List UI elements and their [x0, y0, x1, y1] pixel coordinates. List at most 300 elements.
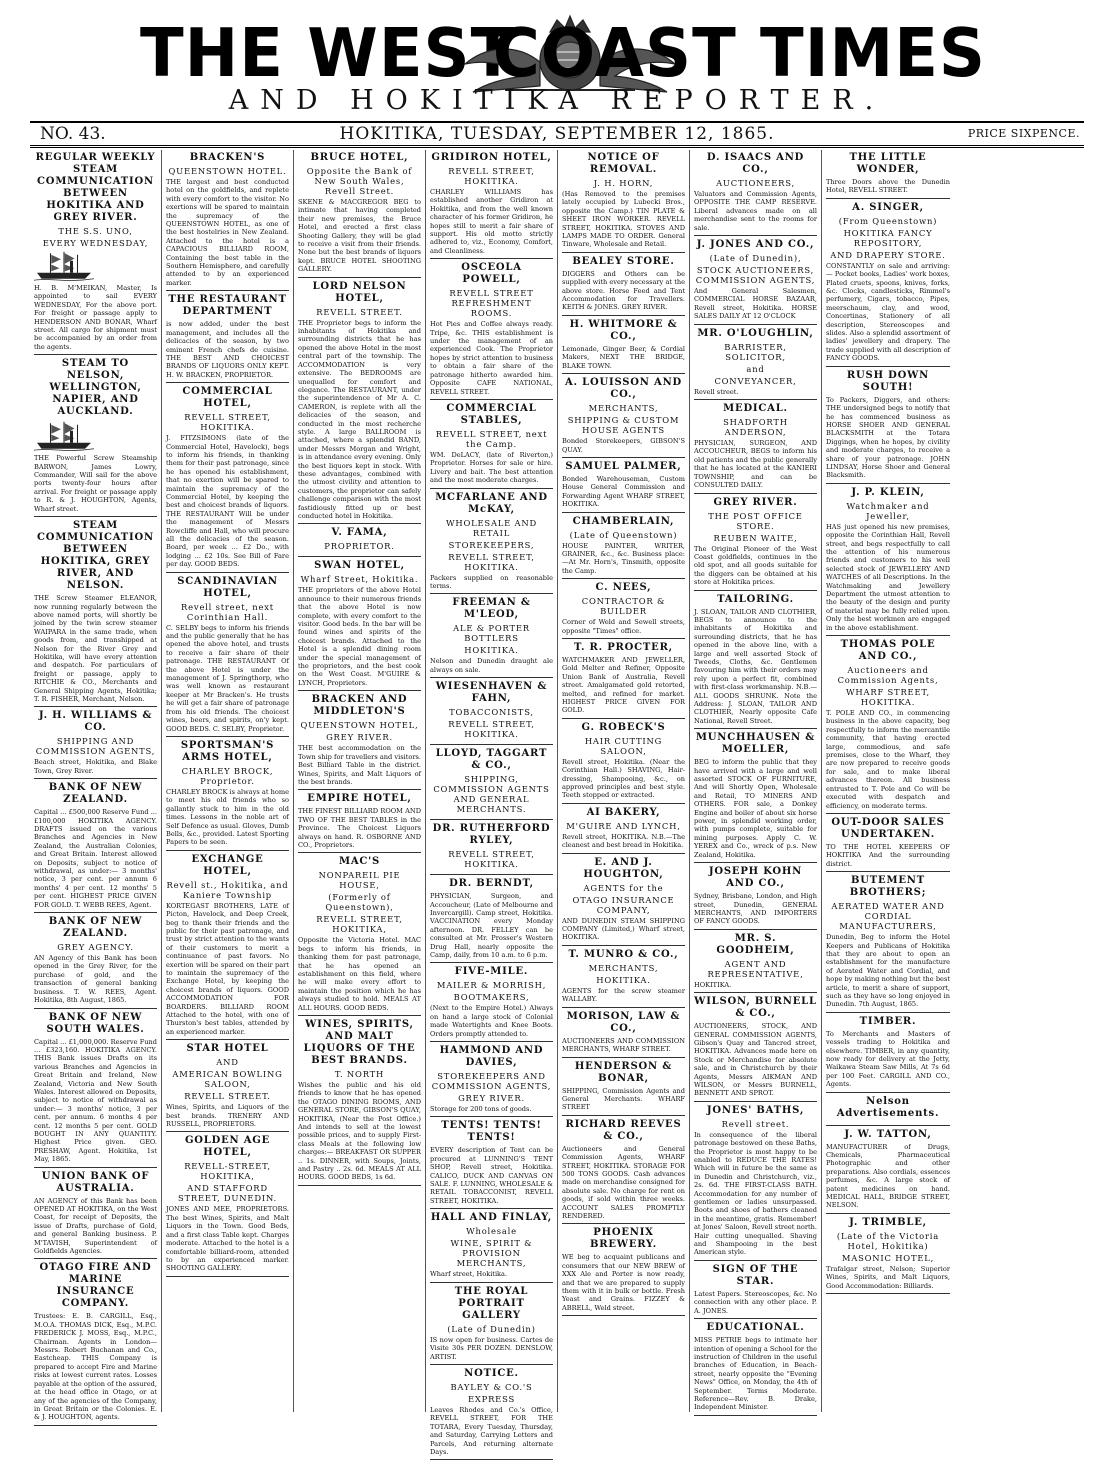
advertisement — [694, 996, 817, 1102]
advertisement-heading: UNION BANK OF AUSTRALIA. — [41, 1170, 150, 1194]
advertisement-heading: NOTICE. — [464, 1367, 519, 1379]
advertisement-body: C. SELBY begs to inform his friends and the public generally that he has opened the above hotel, and trusts to receive a fair share of their patronage. THE RESTAURANT Of the above Hotel is under the management of J. Springthorp, who was well known as restaurant keeper at Mr Bracken's. He trusts he will get a fair share of patronage from his old friends. The choicest wines, beers, and spirits, on'y kept. GOOD BEDS. C. SELBY, Proprietor. — [166, 623, 289, 733]
advertisement-heading: REVELL STREET, HOKITIKA. — [448, 551, 535, 572]
advertisement-heading: AND — [216, 1057, 239, 1068]
advertisement — [694, 1264, 817, 1319]
advertisement-heading: TAILORING. — [717, 593, 794, 605]
masthead-subtitle: AND HOKITIKA REPORTER. — [228, 85, 886, 116]
advertisement — [166, 1135, 289, 1276]
advertisement-body: PHYSICIAN, SURGEON, AND ACCOUCHEUR, BEGS to inform his old patients and the public generally that he has located at the KANIERI TOWNSHIP, and can be CONSULTED DAILY. — [694, 439, 817, 490]
advertisement-body: BEG to inform the public that they have arrived with a large and well assorted STOCK OF FURNITURE, And will Shortly Open, Wholesale and Retail, TO MINERS AND OTHERS. FOR sale, a Donkey Engine and boiler of about six horse power, in splendid working order, with pumps complete, suitable for mining purposes. Apply C. W. YEREX and Co., wreck of p.s. New Zealand, Hokitika. — [694, 758, 817, 859]
advertisement-heading: CONTRACTOR & BUILDER — [581, 596, 666, 617]
advertisement-body: Wishes the public and his old friends to know that he has opened the OTAGO DINING ROOMS, AND GENERAL STORE, GIBSON'S QUAY, HOKITIKA, (Near the Post Office.) And intends to sell at the lowest possible prices, and to supply First-class Meals at the following low charges:— BREAKFAST OR SUPPER .. 1s. DINNER, with Soups, Joints, and Pastry .. 2s. 6d. MEALS AT ALL HOURS. GOOD BEDS, 1s 6d. — [298, 1081, 421, 1182]
advertisement-heading: HOKITIKA. — [596, 974, 651, 985]
advertisement-body: In consequence of the liberal patronage bestowed on these Baths, the Proprietor is most happy to be enabled to REDUCE THE RATES! Which will in future be the same as in Dunedin and Christchurch, viz., 2s. 6d. THE FIRST-CLASS BATH. Accommodation for any number of gentlemen or ladies unsurpassed. Boots and shoes of bathers cleaned in the meantime, gratis. Remember! at Jones' Saloon, Revell street north. Hair cutting unequalled. Shaving and Shampooing in the best American style. — [694, 1130, 817, 1257]
advertisement-body: THE best accommodation on the Town ship for travellers and visitors. Best Billiard Table in the district. Wines, Spirits, and Malt Liquors of the best brands. — [298, 744, 421, 786]
advertisement-body: THE Proprietor begs to inform the inhabitants of Hokitika and surrounding districts that he has opened the above Hotel in the most central part of the township. The ACCOMMODATION is very extensive. The BEDROOMS are unequalled for comfort and elegance. The RESTAURANT, under the superintendence of Mr A. C. CAMERON, is replete with all the delicacies of the season, and conducted in the most recherche style. A large BALLROOM is attached, where a splendid BAND, under Messrs Morgan and Wright, is in attendance every evening. Only the best liquors kept in stock. With these advantages, combined with the utmost civility and attention to customers, the proprietor can safely challenge comparison with the most fastidiously fitted up or best conducted hotel in Hokitika. — [298, 318, 421, 520]
advertisement-heading: REVELL STREET, HOKITIKA. — [184, 412, 271, 433]
advertisement-heading: T. MUNRO & CO., — [568, 948, 679, 960]
newspaper-column — [294, 150, 426, 1412]
advertisement-heading: THOMAS POLE AND CO., — [840, 639, 936, 663]
advertisement-heading: EXCHANGE HOTEL, — [191, 853, 264, 877]
advertisement — [694, 1105, 817, 1261]
advertisement-body: Revell street. — [694, 387, 739, 396]
advertisement — [34, 782, 157, 913]
masthead — [0, 0, 1114, 118]
advertisement-heading: GREY RIVER. — [458, 1093, 525, 1104]
advertisement — [166, 576, 289, 737]
advertisement — [562, 256, 685, 316]
advertisement-heading: Revell street. — [721, 1118, 790, 1129]
advertisement-body: TO THE HOTEL KEEPERS OF HOKITIKA And the surrounding district. — [826, 842, 950, 868]
advertisement-body: AND DUNEDIN STEAM SHIPPING COMPANY (Limited,) Wharf street, HOKITIKA. — [562, 916, 685, 942]
advertisement-heading: EXPRESS — [467, 1393, 516, 1404]
advertisement-heading: AND STAFFORD STREET, DUNEDIN. — [177, 1183, 278, 1204]
advertisement-heading: MERCHANTS, — [588, 962, 659, 973]
advertisement-heading: THE LITTLE WONDER, — [849, 152, 927, 175]
advertisement-heading: TENTS! TENTS! TENTS! — [441, 1120, 542, 1144]
advertisement — [430, 1286, 553, 1365]
advertisement — [298, 281, 421, 525]
advertisement-heading: SWAN HOTEL, — [314, 560, 405, 572]
advertisement-heading: EMPIRE HOTEL, — [307, 793, 412, 805]
advertisement — [826, 1217, 950, 1294]
advertisement — [430, 152, 553, 259]
advertisement-body: Corner of Weld and Sewell streets, opposite "Times" office. — [562, 618, 685, 635]
advertisement-body: H. B. M'MEIKAN, Master, Is appointed to sail EVERY WEDNESDAY, For the above port. For freight or passage apply to HENDERSON AND BONAR, Wharf street. All cargo for shipment must be accompanied by an order from the agents. — [34, 284, 157, 351]
advertisement-heading: REVELL STREET, next the Camp. — [435, 428, 548, 449]
advertisement — [34, 520, 157, 707]
advertisement-body: T. POLE AND CO., in commencing business in the above capacity, beg respectfully to inform the mercantile community, that having erected large, commodious, and safe premises, close to the Wharf, they are now prepared to receive goods for sale, and to make liberal advances thereon. All business entrusted to T. Pole and Co will be executed with despatch and efficiency, on moderate terms. — [826, 709, 950, 810]
advertisement — [826, 1016, 950, 1093]
advertisement-body: To Packers, Diggers, and others: THE undersigned begs to notify that he has commenced business as HORSE SHOER AND GENERAL BLACKSMITH at the Totara Diggings, when he hopes, by civility and moderate charges, to receive a share of your patronage. JOHN LINDSAY, Horse Shoer and General Blacksmith. — [826, 395, 950, 480]
advertisement-heading: AGENTS for the — [583, 882, 664, 893]
advertisement-body: Capital ... £1,000,000. Reserve Fund ... £323,160. HOKITIKA AGENCY. THIS Bank issues Drafts on its various Branches and Agencies in Great Britain and Ireland, New Zealand, Victoria and New South Wales. Interest allowed on Deposits, subject to notice of withdrawal as under:— 3 months' notice, 3 per cent. per annum. 6 months 4 per cent. 12 months 5 per cent. GOLD BOUGHT IN ANY QUANTITY. Highest Price given. GEO. PRESHAW, Agent. Hokitika, 1st May, 1865. — [34, 1037, 157, 1164]
advertisement-heading: HENDERSON & BONAR, — [574, 1060, 673, 1084]
issue-number: NO. 43. — [40, 124, 106, 144]
advertisement-body: CHARLEY BROCK is always at home to meet his old friends who so gallantly stuck to him in the old times. Lessons in the noble art of Self Defence as usual. Gloves, Dumb Bells, &c., provided. Latest Sporting Papers to be seen. — [166, 787, 289, 847]
advertisement-heading: COMMERCIAL STABLES, — [446, 402, 537, 426]
advertisement-body: Revell street, HOKITIKA. N.B.—The cleanest and best bread in Hokitika. — [562, 832, 685, 850]
newspaper-column — [690, 150, 822, 1412]
advertisement-heading: GREY RIVER. — [713, 496, 798, 508]
advertisement — [34, 1012, 157, 1168]
advertisement-heading: J. JONES AND CO., — [696, 239, 815, 251]
advertisement-body: (Next to the Empire Hotel.) Always on hand a large stock of Colonial made Watertights and Knee Boots. Orders promptly attended to. — [430, 1004, 553, 1038]
dateline — [30, 121, 1084, 148]
advertisement-heading: THE S.S. UNO, — [58, 226, 133, 236]
advertisement-heading: AERATED WATER AND CORDIAL MANUFACTURERS, — [831, 901, 945, 932]
advertisement-heading: MCFARLANE AND McKAY, — [435, 491, 548, 515]
advertisement-body: KORTEGAST BROTHERS, LATE of Picton, Havelock, and Deep Creek, beg to thank their friends and the public for their past patronage, and trust by strict attention to the wants of their customers to merit a continuance of past favors. No exertion will be spared on their part to maintain the supremacy of the Exchange Hotel, by keeping the choicest brands of liquors. GOOD ACCOMMODATION FOR BOARDERS. BILLIARD ROOM Attached to the hotel, with one of Thurston's best tables, attended by an experienced marker. — [166, 901, 289, 1036]
advertisement — [826, 817, 950, 872]
advertisement-body: MANUFACTURER of Drugs, Chemicals, Pharmaceutical Photographic and other preparations. Also cordials, essences perfumes, &c. A large stock of patent medicines on hand. MEDICAL HALL, BRIDGE STREET, NELSON. — [826, 1142, 950, 1210]
advertisement-body: Revell street, Hokitika. (Near the Corinthian Hall.) SHAVING, Hair-dressing, Shampooing, &c., on approved principles and best style. Teeth stopped or extracted. — [562, 757, 685, 800]
advertisement — [34, 1171, 157, 1260]
advertisement-heading: GRIDIRON HOTEL, — [431, 152, 552, 163]
advertisement-heading: CONVEYANCER, — [714, 375, 797, 386]
newspaper-column — [162, 150, 294, 1412]
advertisement — [562, 642, 685, 719]
advertisement-heading: CHAMBERLAIN, — [572, 515, 675, 527]
advertisement-heading: RUSH DOWN SOUTH! — [846, 369, 930, 393]
advertisement — [826, 1129, 950, 1214]
newspaper-column — [822, 150, 954, 1412]
advertisement-heading: J. P. KLEIN, — [851, 486, 925, 498]
advertisement — [430, 1045, 553, 1117]
advertisement-heading: GREY AGENCY. — [57, 942, 134, 953]
advertisement-heading: LLOYD, TAGGART & CO., — [435, 748, 548, 772]
advertisement-body: DIGGERS and Others can be supplied with every necessary at the above store. Horse Feed and Tent Accommodation for Travellers. KEITH & JONES. GREY RIVER. — [562, 269, 685, 312]
advertisement-heading: EVERY WEDNESDAY, — [42, 238, 149, 248]
advertisement-heading: HOKITIKA FANCY REPOSITORY, — [843, 227, 933, 248]
advertisement-body: HAS just opened his new premises, opposite the Corinthian Hall, Revell street, and begs respectfully to call the attention of his numerous friends and customers to his well selected stock of JEWELLERY AND WATCHES of all Descriptions. In the Watchmaking and Jewellery Department the utmost attention to the beauty of the design and purity of material may be fully relied upon. Only the best workmen are engaged in the above establishment. — [826, 522, 950, 632]
advertisement-heading: Wholesale — [466, 1226, 517, 1237]
advertisement-body: Trafalgar street, Nelson; Superior Wines, Spirits, and Malt Liquors, Good Accommodation: Billiards. — [826, 1264, 950, 1290]
advertisement-body: (Has Removed to the premises lately occupied by Lubecki Bros., opposite the Camp.) TIN PLATE & SHEET IRON WORKER. REVELL STREET, HOKITIKA. STOVES AND LAMPS MADE TO ORDER. General Tinware, Wholesale and Retail. — [562, 190, 685, 249]
advertisement-heading: SHIPPING, COMMISSION AGENTS AND GENERAL MERCHANTS. — [433, 774, 550, 815]
advertisement — [694, 1322, 817, 1416]
advertisement — [430, 1212, 553, 1282]
advertisement-heading: BAYLEY & CO.'S — [450, 1381, 533, 1392]
masthead-title-left: THE WEST — [140, 15, 516, 93]
advertisement — [298, 527, 421, 557]
advertisement-body: AUCTIONEERS, STOCK, AND GENERAL COMMISSION AGENTS, Gibson's Quay and Tancred street, HOKITIKA. Advances made here on Stock or Merchandise for absolute sale, and in Christchurch by their Agents, Messrs AIKMAN AND WILSON, or Messrs BURNELL, BENNETT AND SPROT. — [694, 1022, 817, 1098]
advertisement — [826, 487, 950, 636]
advertisement — [562, 152, 685, 253]
advertisement-body: PHYSICIAN, Surgeon, and Accoucheur, (Late of Melbourne and Invercargill). Camp street, Hokitika. VACCINATION every Monday afternoon. DR. FELLEY can be consulted at Mr. Prosser's Western Drug Hall, nearly opposite the Camp, daily, from 10 a.m. to 6 p.m. — [430, 892, 553, 959]
advertisement-heading: SPORTSMAN'S ARMS HOTEL, — [180, 739, 275, 763]
advertisement-heading: MERCHANTS, — [588, 403, 659, 414]
advertisement — [298, 793, 421, 853]
advertisement — [826, 202, 950, 367]
advertisement-heading: REGULAR WEEKLY STEAM COMMUNICATION BETWEEN HOKITIKA AND GREY RIVER. — [35, 152, 156, 223]
advertisement — [430, 1368, 553, 1460]
advertisement-heading: (Late of the Victoria Hotel, Hokitika) — [836, 1230, 940, 1251]
advertisement-heading: BANK OF NEW ZEALAND. — [48, 782, 143, 806]
advertisement — [562, 857, 685, 946]
advertisement-heading: NOTICE OF REMOVAL. — [587, 152, 660, 175]
advertisement — [562, 377, 685, 458]
advertisement-heading: COMMERCIAL HOTEL, — [182, 386, 273, 410]
advertisement-heading: (Late of Dunedin), — [709, 253, 802, 264]
advertisement — [430, 878, 553, 963]
advertisement-body: CONSTANTLY on sale and arriving:— Pocket books, Ladies' work boxes, Plated cruets, spoons, knives, forks, &c. Clocks, candlesticks, Rimmel's perfumery, Cigars, tobacco, Pipes, meerschaum, clay, and wood, Concertinas, Stationery of all description, Stereoscopes and slides. Also a splendid assortment of ladies' jewellery and drapery. The trade supplied with all description of FANCY GOODS. — [826, 261, 950, 363]
advertisement-heading: FREEMAN & M'LEOD, — [452, 597, 531, 621]
newspaper-column — [30, 150, 162, 1422]
advertisement — [166, 294, 289, 383]
advertisement-heading: JOSEPH KOHN AND CO., — [708, 866, 803, 890]
advertisement-heading: REVELL STREET. — [316, 306, 403, 317]
advertisement — [430, 403, 553, 489]
advertisement-heading: GREY RIVER. — [326, 732, 393, 743]
advertisement-heading: STEAM COMMUNICATION BETWEEN HOKITIKA, GREY RIVER, AND NELSON. — [37, 520, 154, 592]
advertisement-heading: REVELL STREET, HOKITIKA. — [448, 719, 535, 740]
advertisement-heading: SAMUEL PALMER, — [565, 460, 682, 472]
advertisement-heading: SCANDINAVIAN HOTEL, — [177, 575, 278, 599]
advertisement-body: Leaves Rhodes and Co.'s Office, REVELL STREET, FOR THE TOTARA, Every Tuesday, Thursday, and Saturday, Carrying Letters and Parcels, And returning alternate Days. — [430, 1405, 553, 1456]
advertisement-heading: DR. RUTHERFORD RYLEY, — [432, 823, 551, 847]
advertisement-heading: M'GUIRE AND LYNCH, — [566, 820, 681, 831]
advertisement — [166, 854, 289, 1041]
advertisement-heading: AND DRAPERY STORE. — [830, 249, 946, 260]
advertisement-heading: AGENT AND REPRESENTATIVE, — [707, 958, 804, 979]
advertisement-body: AGENTS for the screw steamer WALLABY. — [562, 986, 685, 1004]
advertisement-body: Capital ... £500,000 Reserve Fund ... £100,000 HOKITIKA AGENCY. DRAFTS issued on the various Branches and Agencies in New Zealand, the Australian Colonies, and Great Britain. Interest allowed on Deposits, subject to notice of withdrawal, as under:— 3 months' notice, 3 per cent. per annum 6 months' 4 per cent. 12 months' 5 per cent. HIGHEST PRICE GIVEN FOR GOLD. T. WEBB REES, Agent. — [34, 808, 157, 909]
advertisement-heading: WHARF STREET, HOKITIKA. — [845, 687, 930, 708]
advertisement-heading: THE ROYAL PORTRAIT GALLERY — [454, 1285, 529, 1321]
advertisement-body: THE FINEST BILLIARD ROOM AND TWO OF THE BEST TABLES in the Province. The Choicest Liquors always on hand. R. OSBORNE AND CO., Proprietors. — [298, 807, 421, 849]
advertisement-body: WE beg to acquaint publicans and consumers that our NEW BREW of XXX Ale and Porter is now ready, and that we are prepared to supply them with it in bulk or bottle. Fresh Yeast and Grains. FIZZEY & ABRELL, Weld street. — [562, 1253, 685, 1312]
advertisement-body: HOKITIKA. — [694, 980, 732, 989]
advertisement-body: Beach street, Hokitika, and Blake Town, Grey River. — [34, 758, 157, 775]
advertisement-heading: and — [746, 363, 765, 374]
advertisement-heading: REVELL STREET, HOKITIKA. — [448, 166, 535, 186]
advertisement — [430, 748, 553, 820]
advertisement-body: SHIPPING, Commission Agents and General Merchants. WHARF STREET — [562, 1086, 685, 1112]
advertisement — [826, 639, 950, 814]
newspaper-column — [558, 150, 690, 1412]
advertisement-heading: RICHARD REEVES & CO., — [565, 1118, 682, 1142]
steamship-icon — [34, 420, 94, 452]
advertisement-heading: TIMBER. — [859, 1015, 917, 1027]
advertisement-heading: WINES, SPIRITS, AND MALT LIQUORS OF THE BEST BRANDS. — [303, 1019, 416, 1066]
advertisement-heading: STOREKEEPERS, — [448, 539, 535, 550]
issue-date: HOKITIKA, TUESDAY, SEPTEMBER 12, 1865. — [339, 124, 775, 144]
advertisement — [430, 492, 553, 595]
advertisement-heading: MORISON, LAW & CO., — [566, 1010, 681, 1034]
advertisement — [694, 732, 817, 863]
advertisement — [430, 966, 553, 1042]
advertisement-body: Hot Pies and Coffee always ready. Tripe, &c. THIS establishment is under the management of an experienced Cook. The Proprietor hopes by strict attention to business to obtain a fair share of the patronage hitherto awarded him. Opposite CAFE NATIONAL, REVELL STREET. — [430, 320, 553, 396]
advertisement-heading: MAC'S — [338, 856, 381, 868]
advertisement-heading: JONES' BATHS, — [706, 1104, 805, 1116]
advertisement — [298, 1019, 421, 1186]
advertisement-body: Lemonade, Ginger Beer, & Cordial Makers, NEXT THE BRIDGE, BLAKE TOWN. — [562, 344, 685, 370]
advertisement-heading: REVELL STREET, HOKITIKA, — [316, 914, 403, 935]
advertisement-body: Wines, Spirits, and Liquors of the best brands. TRENERY AND RUSSELL, PROPRIETORS. — [166, 1103, 289, 1129]
advertisement-heading: SHADFORTH ANDERSON, — [723, 417, 788, 438]
advertisement — [34, 152, 157, 355]
advertisement-heading: (Late of Dunedin) — [447, 1323, 536, 1334]
advertisement-heading: Revell street, next Corinthian Hall. — [181, 601, 274, 622]
advertisement-heading: MR. O'LOUGHLIN, — [697, 327, 814, 339]
advertisement-heading: T. NORTH — [334, 1069, 385, 1079]
advertisement-heading: (Late of Queenstown) — [569, 529, 678, 540]
advertisement — [694, 866, 817, 930]
advertisement-body: Dunedin, Beg to inform the Hotel Keepers and Publicans of Hokitika that they are about to open an establishment for the manufacture of Aerated Water and Cordial, and hope by making nothing but the best article, to merit a share of support, such as they have so long enjoyed in Dunedin. 7th August, 1865. — [826, 933, 950, 1009]
advertisement-heading: BRACKEN AND MIDDLETON'S — [311, 694, 408, 718]
advertisement-heading: J. TRIMBLE, — [849, 1216, 927, 1228]
advertisement-heading: J. H. WILLIAMS & CO. — [38, 710, 153, 734]
advertisement-heading: G. ROBECK'S — [581, 721, 666, 733]
advertisement-heading: STEAM TO NELSON, WELLINGTON, NAPIER, AND AUCKLAND. — [49, 358, 142, 418]
advertisement-heading: A. SINGER, — [852, 201, 924, 213]
advertisement-heading: HAMMOND AND DAVIES, — [439, 1045, 544, 1069]
advertisement-heading: BOOTMAKERS, — [453, 992, 530, 1003]
advertisement-heading: J. H. HORN, — [593, 178, 654, 188]
advertisement-heading: SHIPPING AND COMMISSION AGENTS, — [35, 736, 156, 757]
advertisement-heading: EDUCATIONAL. — [706, 1322, 805, 1334]
advertisement-heading: T. R. PROCTER, — [574, 641, 673, 653]
advertisement-heading: MEDICAL. — [723, 403, 788, 415]
advertisement — [430, 262, 553, 400]
advertisement — [34, 916, 157, 1008]
advertisement-heading: REVELL-STREET, HOKITIKA, — [184, 1161, 271, 1182]
advertisement-heading: STOCK AUCTIONEERS, COMMISSION AGENTS, — [695, 265, 816, 286]
advertisement-heading: FIVE-MILE. — [454, 966, 529, 978]
advertisement — [694, 403, 817, 493]
advertisement-columns — [30, 150, 1086, 1456]
advertisement-heading: BRUCE HOTEL, — [310, 152, 409, 163]
advertisement-body: HOUSE PAINTER, WRITER, GRAINER, &c., &c. Business place:—At Mr. Horn's, Tinsmith, opposite the Camp. — [562, 541, 685, 575]
advertisement-body: To Merchants and Masters of vessels trading to Hokitika and elsewhere. TIMBER, in any quantity, now ready for delivery at the Jetty, Waikawa Steam Saw Mills, At 7s 6d per 100 Feet. CARGILL AND CO., Agents. — [826, 1029, 950, 1089]
advertisement-heading: MUNCHHAUSEN & MOELLER, — [695, 732, 816, 756]
advertisement-heading: NONPAREIL PIE HOUSE, — [318, 870, 401, 891]
advertisement-heading: THE POST OFFICE STORE. — [708, 510, 803, 531]
advertisement — [562, 807, 685, 854]
advertisement-heading: AUCTIONEERS, — [716, 178, 795, 188]
advertisement — [430, 823, 553, 875]
advertisement — [34, 358, 157, 517]
advertisement-body: Bonded Warehouseman, Custom House General Commission and Forwarding Agent WHARF STREET, HOKITIKA. — [562, 474, 685, 509]
advertisement — [562, 1061, 685, 1116]
advertisement-heading: (From Queenstown) — [838, 215, 938, 226]
advertisement — [562, 1119, 685, 1225]
advertisement — [166, 152, 289, 291]
advertisement-heading: OSCEOLA POWELL, — [461, 262, 522, 286]
advertisement-heading: WILSON, BURNELL & CO., — [694, 996, 817, 1020]
advertisement-heading: MAILER & MORRISH, — [436, 980, 547, 991]
advertisement — [694, 152, 817, 236]
advertisement-body: Nelson and Dunedin draught ale always on sale. — [430, 657, 553, 674]
advertisement-heading: HAIR CUTTING SALOON, — [584, 735, 663, 756]
advertisement — [562, 461, 685, 513]
advertisement — [694, 497, 817, 591]
advertisement — [562, 1227, 685, 1316]
newspaper-column — [426, 150, 558, 1456]
advertisement-heading: PHOENIX BREWERY. — [590, 1227, 657, 1251]
advertisement — [34, 1262, 157, 1425]
advertisement-heading: BARRISTER, SOLICITOR, — [724, 341, 787, 362]
advertisement-body: AN AGENCY of this Bank has been OPENED AT HOKITIKA, on the West Coast, for receipt of Deposits, the issue of Drafts, purchase of Gold, and general Banking business. P. M'TAVISH, Superintendent of Goldfields Agencies. — [34, 1196, 157, 1256]
advertisement — [694, 239, 817, 325]
advertisement — [826, 875, 950, 1013]
advertisement-heading: Auctioneers and Commission Agents, — [837, 665, 939, 686]
advertisement-heading: Revell st., Hokitika, and Kaniere Township — [166, 879, 289, 900]
advertisement — [562, 722, 685, 804]
advertisement-heading: WINE, SPIRIT & PROVISION MERCHANTS, — [450, 1238, 533, 1269]
advertisement-heading: STAR HOTEL — [186, 1043, 269, 1055]
advertisement-body: Packers supplied on reasonable terms. — [430, 573, 553, 590]
advertisement-heading: WHOLESALE AND RETAIL — [445, 517, 538, 538]
advertisement-body: THE Powerful Screw Steamship BARWON, James Lowry, Commander, Will sail for the above ports twenty-four hours after arrival. For freight or passage apply to R. & J. HOUGHTON, Agents, Wharf street. — [34, 454, 157, 513]
steamship-icon — [34, 250, 94, 282]
advertisement-body: CHARLEY WILLIAMS has established another Gridiron at Hokitika, and from the well known character of his former Gridiron, he hopes still to merit a fair share of support. His old motto strictly adhered to, viz., Economy, Comfort, and Cleanliness. — [430, 188, 553, 255]
advertisement-heading: BEALEY STORE. — [572, 255, 675, 267]
advertisement-body: Latest Papers. Stereoscopes, &c. No connection with any other place. P. A. JONES. — [694, 1289, 817, 1315]
price-label: PRICE SIXPENCE. — [967, 127, 1080, 140]
advertisement — [166, 740, 289, 851]
advertisement-body: Sydney, Brisbane, London, and High street, Dunedin, GENERAL MERCHANTS, AND IMPORTERS OF FANCY GOODS. — [694, 892, 817, 926]
advertisement — [562, 319, 685, 374]
advertisement-body: THE largest and best conducted hotel on the goldfields, and replete with every comfort to the visitor. No exertions will be spared to maintain the supremacy of the QUEENSTOWN HOTEL, as one of the best hostelries in New Zealand. Attached to the hotel is a CAPACIOUS BILLIARD ROOM, Containing the best table in the Southern Hemisphere, and carefully attended to by an experienced marker. — [166, 178, 289, 287]
advertisement-heading: Nelson Advertisements. — [836, 1095, 940, 1119]
advertisement — [562, 516, 685, 580]
advertisement-heading: C. NEES, — [595, 582, 652, 594]
advertisement-heading: V. FAMA, — [331, 527, 388, 539]
advertisement-body: Auctioneers and General Commission Agents, WHARF STREET, HOKITIKA. STORAGE FOR 500 TONS GOODS. Cash advances made on merchandise consigned for absolute sale. No charge for rent on goods, if sold within three weeks. ACCOUNT SALES PROMPTLY RENDERED. — [562, 1144, 685, 1220]
advertisement-heading: REVELL STREET, HOKITIKA. — [448, 849, 535, 870]
advertisement-body: THE Screw Steamer ELEANOR, now running regularly between the above named ports, will shortly be joined by the twin screw steamer WAIPARA in the same trade, when goods from, and transhipped at Nelson for the River Grey and Hokitika, will have every attention and despatch. For particulars of freight or passage, apply to RITCHIE & CO., Merchants and General Shipping Agents, Hokitika; T. R. FISHER, Merchant, Nelson. — [34, 594, 157, 703]
advertisement-heading: MASONIC HOTEL, — [841, 1252, 935, 1263]
advertisement-body: THE proprietors of the above Hotel announce to their numerous friends that the above Hotel is now complete, with every comfort to the visitor. Good beds. In the bar will be found wines and spirits of the choicest brands. Attached to the Hotel is a splendid dining room under the special management of the proprietors, and the best cook on the West Coast. M'GUIRE & LYNCH, Proprietors. — [298, 586, 421, 687]
advertisement-heading: BUTEMENT BROTHERS; — [849, 875, 927, 899]
advertisement-heading: H. WHITMORE & CO., — [569, 318, 678, 342]
advertisement-heading: E. AND J. HOUGHTON, — [583, 856, 664, 880]
advertisement — [298, 560, 421, 691]
advertisement — [562, 1011, 685, 1058]
advertisement-body: Valuators and Commission Agents, OPPOSITE THE CAMP RESERVE. Liberal advances made on all merchandise sent to the rooms for sale. — [694, 190, 817, 232]
advertisement-body: WATCHMAKER AND JEWELLER, Gold Melter and Refiner, Opposite Union Bank of Australia, Revell street. Amalgamated gold retorted, melted, and refined for market. HIGHEST PRICE GIVEN FOR GOLD. — [562, 655, 685, 715]
advertisement — [34, 710, 157, 779]
advertisement-body: Wharf street, Hokitika. — [430, 1270, 508, 1279]
advertisement-heading: OTAGO INSURANCE COMPANY, — [572, 894, 675, 915]
advertisement-heading: REVELL STREET. — [184, 1091, 271, 1102]
advertisement-body: Storage for 200 tons of goods. — [430, 1105, 532, 1114]
advertisement-heading: WIESENHAVEN & FAHN, — [435, 681, 548, 705]
advertisement-body: AUCTIONEERS AND COMMISSION MERCHANTS, WHARF STREET. — [562, 1036, 685, 1054]
advertisement-heading: AMERICAN BOWLING SALOON, — [172, 1069, 283, 1090]
advertisement-heading: STOREKEEPERS AND COMMISSION AGENTS, — [431, 1071, 552, 1092]
advertisement-heading: D. ISAACS AND CO., — [706, 152, 805, 175]
advertisement-body: EVERY description of Tent can be procured at LUNNING'S TENT SHOP, Revell street, Hokitika. CALICO, DUCK AND CANVAS ON SALE. F. LUNNING, WHOLESALE & RETAIL TOBACCONIST, REVELL STREET, HOKITIKA. — [430, 1146, 553, 1205]
advertisement-body: Three Doors above the Dunedin Hotel, REVELL STREET. — [826, 178, 950, 195]
advertisement-heading: REUBEN WAITE, — [713, 532, 798, 543]
advertisement-heading: MR. S. GOODHEIM, — [716, 932, 795, 956]
advertisement — [430, 681, 553, 745]
advertisement — [826, 152, 950, 199]
advertisement-body: And General Salesmen, COMMERCIAL HORSE BAZAAR, Revell street, Hokitika. HORSE SALES DAILY AT 12 O'CLOCK — [694, 287, 817, 321]
advertisement-heading: AI BAKERY, — [586, 806, 661, 818]
advertisement-heading: Opposite the Bank of New South Wales, Revell Street. — [306, 166, 413, 196]
advertisement — [430, 1120, 553, 1209]
advertisement — [298, 856, 421, 1016]
advertisement — [826, 1096, 950, 1126]
advertisement-body: WM. DeLACY, (late of Riverton,) Proprietor. Horses for sale or hire. Livery and bait. The best attention and the most moderate charges. — [430, 450, 553, 485]
advertisement-heading: BANK OF NEW ZEALAND. — [48, 916, 143, 940]
advertisement-heading: Wharf Street, Hokitika. — [300, 574, 419, 585]
advertisement-heading: SHIPPING & CUSTOM HOUSE AGENTS — [567, 415, 680, 436]
advertisement-body: Opposite the Victoria Hotel. MAC begs to inform his friends, in thanking them for past patronage, that he has opened an establishment on this field, where he will make every effort to maintain the position which he has always studied to hold. MEALS AT ALL HOURS. GOOD BEDS. — [298, 936, 421, 1012]
advertisement-heading: BRACKEN'S — [189, 152, 266, 163]
advertisement-body: The Original Pioneer of the West Coast goldfields, continues in the old spot, and all goods suitable for the diggers can be obtained at his store at Hokitika prices. — [694, 544, 817, 587]
advertisement-body: J. FITZSIMONS (late of the Commercial Hotel, Havelock), begs to inform his friends, in thanking them for their past patronage, since he has opened his establishment, that no exertion will be spared to maintain the supremacy of the Commercial Hotel, by keeping the best and choicest brands of liquors. THE RESTAURANT Will be under the management of Messrs Rowcliffe and Hall, who will procure all the delicacies of the season. Board, per week ... £2 Do., with lodging ... £2 10s. See Bill of Fare per day. GOOD BEDS. — [166, 434, 289, 569]
advertisement-heading: QUEENSTOWN HOTEL, — [300, 720, 419, 731]
advertisement-heading: REVELL STREET REFRESHMENT ROOMS. — [449, 288, 534, 319]
advertisement-body: JONES AND MEE, PROPRIETORS. The best Wines, Spirits, and Malt Liquors in the Town. Good Beds, and a first class Table kept. Charges moderate. Attached to the hotel is a comfortable billiard-room, attended to by an experienced marker. SHOOTING GALLERY. — [166, 1205, 289, 1273]
advertisement-heading: HOKITIKA. — [464, 645, 519, 656]
advertisement — [694, 933, 817, 993]
advertisement-heading: A. LOUISSON AND CO., — [565, 377, 682, 401]
advertisement-heading: OTAGO FIRE AND MARINE INSURANCE COMPANY. — [39, 1262, 152, 1310]
advertisement-heading: ALE & PORTER BOTTLERS — [453, 623, 530, 644]
advertisement — [826, 370, 950, 484]
advertisement-heading: Watchmaker and Jeweller, — [846, 500, 930, 521]
advertisement-heading: DR. BERNDT, — [449, 878, 534, 890]
advertisement — [430, 597, 553, 678]
advertisement — [694, 328, 817, 400]
